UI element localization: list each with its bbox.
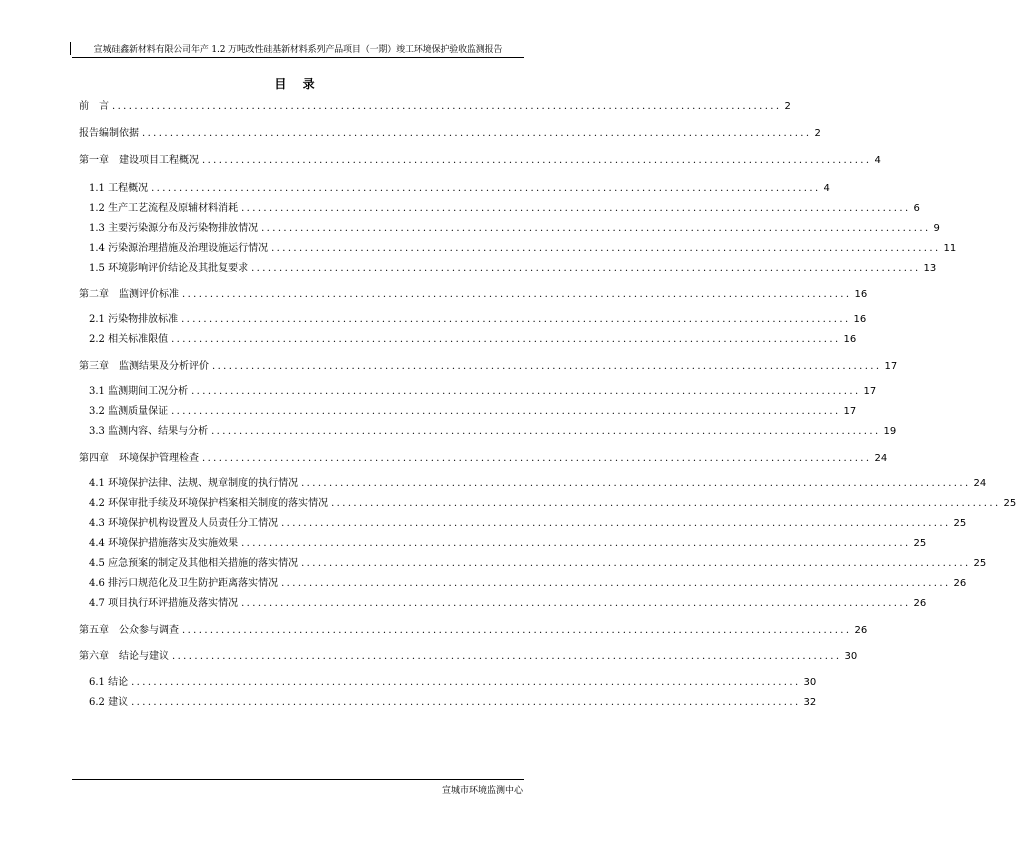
toc-leader-dots: ........................................................................................................................: [261, 223, 931, 234]
toc-subentry[interactable]: [89, 696, 817, 710]
toc-subentry[interactable]: [89, 477, 987, 491]
toc-entry-label: 第四章 环境保护管理检查: [79, 453, 199, 464]
toc-entry-label: 4.7 项目执行环评措施及落实情况: [89, 598, 239, 609]
toc-leader-dots: ........................................................................................................................: [171, 406, 841, 417]
toc-leader-dots: ........................................................................................................................: [131, 677, 801, 688]
toc-subentry[interactable]: [89, 182, 830, 196]
toc-entry-label: 1.5 环境影响评价结论及其批复要求: [89, 263, 249, 274]
toc-page-number: 25: [973, 558, 987, 569]
toc-page-number: 25: [913, 538, 927, 549]
toc-page-number: 16: [843, 334, 857, 345]
toc-subentry[interactable]: [89, 425, 897, 439]
toc-entry[interactable]: [79, 100, 791, 114]
toc-page-number: 19: [883, 426, 897, 437]
toc-leader-dots: ........................................................................................................................: [151, 183, 821, 194]
toc-leader-dots: ........................................................................................................................: [181, 314, 851, 325]
toc-subentry[interactable]: [89, 405, 857, 419]
toc-leader-dots: ........................................................................................................................: [331, 498, 1001, 509]
toc-entry-label: 第六章 结论与建议: [79, 651, 169, 662]
toc-page-number: 9: [933, 223, 940, 234]
toc-entry-label: 4.2 环保审批手续及环境保护档案相关制度的落实情况: [89, 498, 329, 509]
toc-entry-label: 第一章 建设项目工程概况: [79, 155, 199, 166]
running-footer: 宣城市环境监测中心: [441, 786, 523, 796]
toc-entry-label: 报告编制依据: [79, 128, 139, 139]
toc-subentry[interactable]: [89, 497, 1016, 511]
toc-page-number: 30: [803, 677, 817, 688]
toc-entry-label: 前 言: [79, 101, 109, 112]
toc-entry-label: 4.6 排污口规范化及卫生防护距离落实情况: [89, 578, 279, 589]
toc-leader-dots: ........................................................................................................................: [241, 203, 911, 214]
toc-entry-label: 1.2 生产工艺流程及原辅材料消耗: [89, 203, 239, 214]
toc-entry-label: 2.1 污染物排放标准: [89, 314, 179, 325]
toc-subentry[interactable]: [89, 577, 967, 591]
toc-page-number: 26: [854, 625, 868, 636]
header-bar: [70, 42, 71, 55]
toc-page-number: 17: [863, 386, 877, 397]
toc-entry-label: 第五章 公众参与调查: [79, 625, 179, 636]
toc-page-number: 25: [953, 518, 967, 529]
toc-subentry[interactable]: [89, 676, 817, 690]
toc-page-number: 24: [874, 453, 888, 464]
toc-page-number: 32: [803, 697, 817, 708]
toc-leader-dots: ........................................................................................................................: [212, 361, 882, 372]
toc-entry-label: 4.4 环境保护措施落实及实施效果: [89, 538, 239, 549]
toc-leader-dots: ........................................................................................................................: [281, 578, 951, 589]
running-header: 宣城硅鑫新材料有限公司年产 1.2 万吨改性硅基新材料系列产品项目（一期）竣工环境保护验收监测报告: [72, 42, 524, 58]
toc-subentry[interactable]: [89, 537, 927, 551]
toc-entry[interactable]: [79, 127, 821, 141]
toc-page-number: 26: [953, 578, 967, 589]
toc-page-number: 30: [844, 651, 858, 662]
toc-subentry[interactable]: [89, 313, 867, 327]
toc-leader-dots: ........................................................................................................................: [271, 243, 941, 254]
toc-leader-dots: ........................................................................................................................: [241, 538, 911, 549]
toc-subentry[interactable]: [89, 262, 937, 276]
toc-leader-dots: ........................................................................................................................: [171, 334, 841, 345]
toc-page-number: 17: [884, 361, 898, 372]
toc-entry-label: 第三章 监测结果及分析评价: [79, 361, 209, 372]
toc-entry-label: 第二章 监测评价标准: [79, 289, 179, 300]
toc-leader-dots: ........................................................................................................................: [251, 263, 921, 274]
toc-leader-dots: ........................................................................................................................: [131, 697, 801, 708]
toc-leader-dots: ........................................................................................................................: [202, 453, 872, 464]
toc-leader-dots: ........................................................................................................................: [202, 155, 872, 166]
toc-page-number: 16: [854, 289, 868, 300]
toc-entry-label: 6.2 建议: [89, 697, 129, 708]
toc-entry-label: 1.1 工程概况: [89, 183, 149, 194]
toc-leader-dots: ........................................................................................................................: [182, 289, 852, 300]
toc-leader-dots: ........................................................................................................................: [182, 625, 852, 636]
toc-leader-dots: ........................................................................................................................: [191, 386, 861, 397]
toc-entry[interactable]: [79, 360, 898, 374]
toc-subentry[interactable]: [89, 385, 877, 399]
toc-entry[interactable]: [79, 154, 881, 168]
toc-page-number: 26: [913, 598, 927, 609]
toc-entry-label: 3.1 监测期间工况分析: [89, 386, 189, 397]
toc-entry-label: 4.5 应急预案的制定及其他相关措施的落实情况: [89, 558, 299, 569]
toc-page-number: 4: [823, 183, 830, 194]
toc-entry[interactable]: [79, 624, 868, 638]
toc-entry[interactable]: [79, 452, 888, 466]
toc-subentry[interactable]: [89, 517, 967, 531]
toc-leader-dots: ........................................................................................................................: [112, 101, 782, 112]
toc-page-number: 13: [923, 263, 937, 274]
toc-page-number: 16: [853, 314, 867, 325]
toc-entry[interactable]: [79, 288, 868, 302]
toc-entry-label: 2.2 相关标准限值: [89, 334, 169, 345]
toc-title: 目 录: [274, 77, 321, 91]
toc-leader-dots: ........................................................................................................................: [211, 426, 881, 437]
toc-subentry[interactable]: [89, 597, 927, 611]
toc-entry-label: 4.3 环境保护机构设置及人员责任分工情况: [89, 518, 279, 529]
toc-leader-dots: ........................................................................................................................: [142, 128, 812, 139]
toc-entry-label: 3.3 监测内容、结果与分析: [89, 426, 209, 437]
toc-subentry[interactable]: [89, 333, 857, 347]
toc-page-number: 24: [973, 478, 987, 489]
toc-entry-label: 1.3 主要污染源分布及污染物排放情况: [89, 223, 259, 234]
toc-page-number: 4: [874, 155, 881, 166]
toc-page-number: 17: [843, 406, 857, 417]
toc-leader-dots: ........................................................................................................................: [301, 558, 971, 569]
footer-rule: [72, 779, 524, 780]
toc-page-number: 2: [784, 101, 791, 112]
toc-entry-label: 3.2 监测质量保证: [89, 406, 169, 417]
toc-page-number: 2: [814, 128, 821, 139]
toc-entry-label: 4.1 环境保护法律、法规、规章制度的执行情况: [89, 478, 299, 489]
toc-page-number: 6: [913, 203, 920, 214]
toc-leader-dots: ........................................................................................................................: [241, 598, 911, 609]
toc-leader-dots: ........................................................................................................................: [301, 478, 971, 489]
toc-leader-dots: ........................................................................................................................: [172, 651, 842, 662]
toc-page-number: 25: [1003, 498, 1016, 509]
toc-entry-label: 6.1 结论: [89, 677, 129, 688]
toc-subentry[interactable]: [89, 557, 987, 571]
toc-subentry[interactable]: [89, 202, 920, 216]
toc-entry[interactable]: [79, 650, 858, 664]
toc-subentry[interactable]: [89, 222, 940, 236]
toc-entry-label: 1.4 污染源治理措施及治理设施运行情况: [89, 243, 269, 254]
toc-subentry[interactable]: [89, 242, 957, 256]
toc-leader-dots: ........................................................................................................................: [281, 518, 951, 529]
toc-page-number: 11: [943, 243, 957, 254]
